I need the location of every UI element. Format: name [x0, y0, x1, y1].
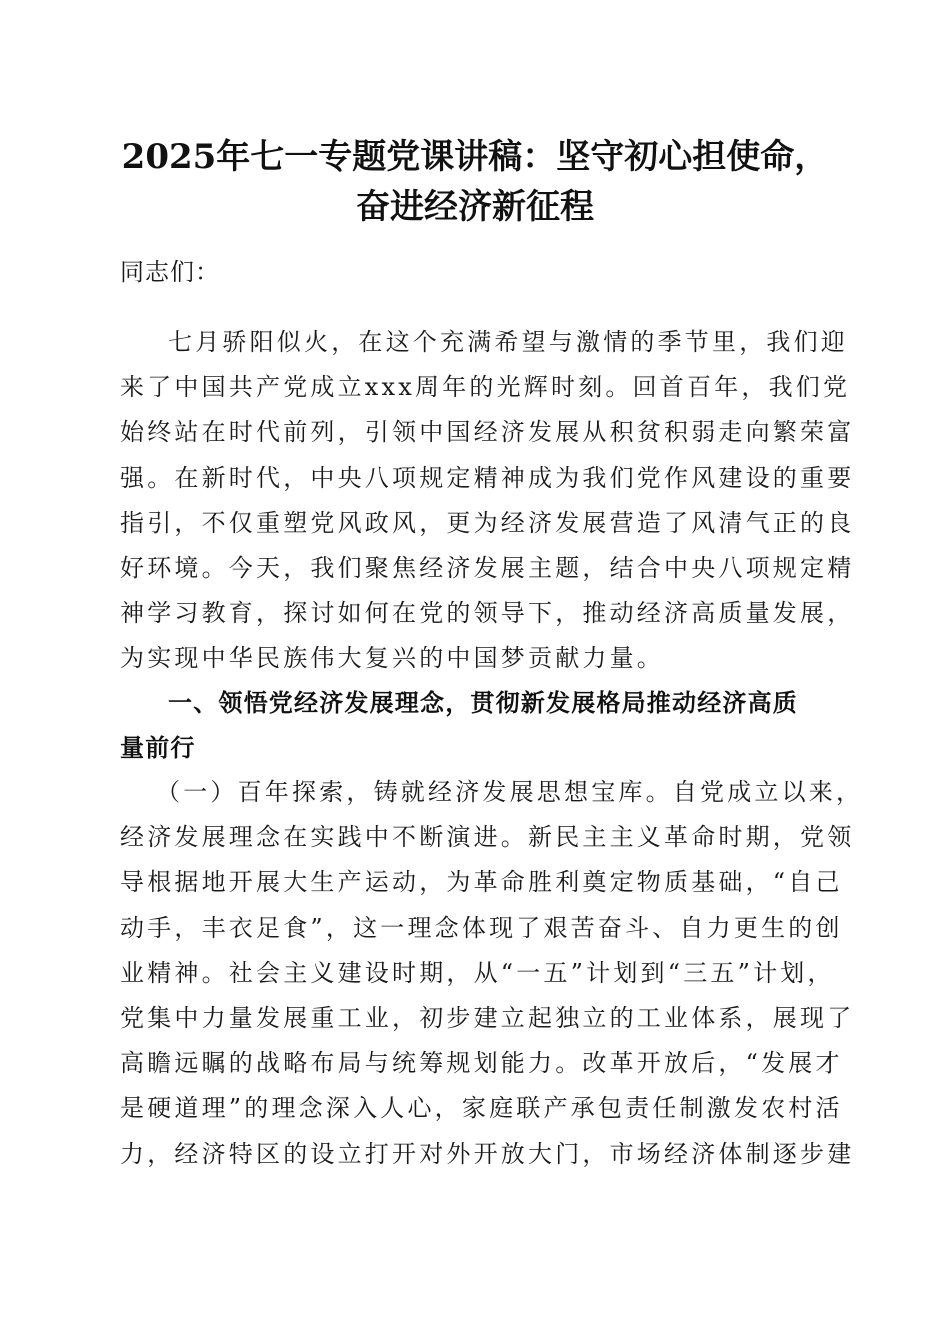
paragraph-line: 强。在新时代，中央八项规定精神成为我们党作风建设的重要	[120, 463, 855, 492]
paragraph-line: 指引，不仅重塑党风政风，更为经济发展营造了风清气正的良	[120, 508, 855, 537]
salutation: 同志们：	[120, 258, 220, 286]
paragraph-line: 业精神。社会主义建设时期，从“一五”计划到“三五”计划，	[120, 958, 835, 987]
paragraph-line: 神学习教育，探讨如何在党的领导下，推动经济高质量发展，	[120, 599, 855, 628]
paragraph-line: 始终站在时代前列，引领中国经济发展从积贫积弱走向繁荣富	[120, 418, 855, 447]
document-title	[90, 132, 860, 232]
paragraph-line: 是硬道理”的理念深入人心，家庭联产承包责任制激发农村活	[120, 1094, 843, 1123]
paragraph-line: 经济发展理念在实践中不断演进。新民主主义革命时期，党领	[120, 823, 855, 852]
title-line-2: 奋进经济新征程	[356, 187, 594, 227]
paragraph-line: （一）百年探索，铸就经济发展思想宝库。自党成立以来，	[156, 778, 864, 806]
paragraph-line: 高瞻远瞩的战略布局与统筹规划能力。改革开放后，“发展才	[120, 1049, 843, 1078]
paragraph-line: 动手，丰衣足食”，这一理念体现了艰苦奋斗、自力更生的创	[120, 913, 843, 942]
paragraph-line: 党集中力量发展重工业，初步建立起独立的工业体系，展现了	[120, 1003, 855, 1032]
paragraph-line: 好环境。今天，我们聚焦经济发展主题，结合中央八项规定精	[120, 553, 855, 582]
paragraph-line: 来了中国共产党成立xxx周年的光辉时刻。回首百年，我们党	[120, 373, 851, 402]
section-heading-1	[120, 680, 832, 770]
title-line-1: 2025年七一专题党课讲稿：坚守初心担使命，	[121, 137, 829, 177]
paragraph-intro	[120, 320, 855, 682]
paragraph-line: 七月骄阳似火，在这个充满希望与激情的季节里，我们迎	[168, 328, 848, 356]
paragraph-line: 为实现中华民族伟大复兴的中国梦贡献力量。	[120, 644, 664, 673]
heading-line: 一、领悟党经济发展理念，贯彻新发展格局推动经济高质	[168, 688, 798, 717]
paragraph-subsection-1	[120, 770, 864, 1177]
paragraph-line: 力，经济特区的设立打开对外开放大门，市场经济体制逐步建	[120, 1139, 855, 1168]
paragraph-line: 导根据地开展大生产运动，为革命胜利奠定物质基础，“自己	[120, 868, 843, 897]
heading-line: 量前行	[120, 733, 196, 763]
